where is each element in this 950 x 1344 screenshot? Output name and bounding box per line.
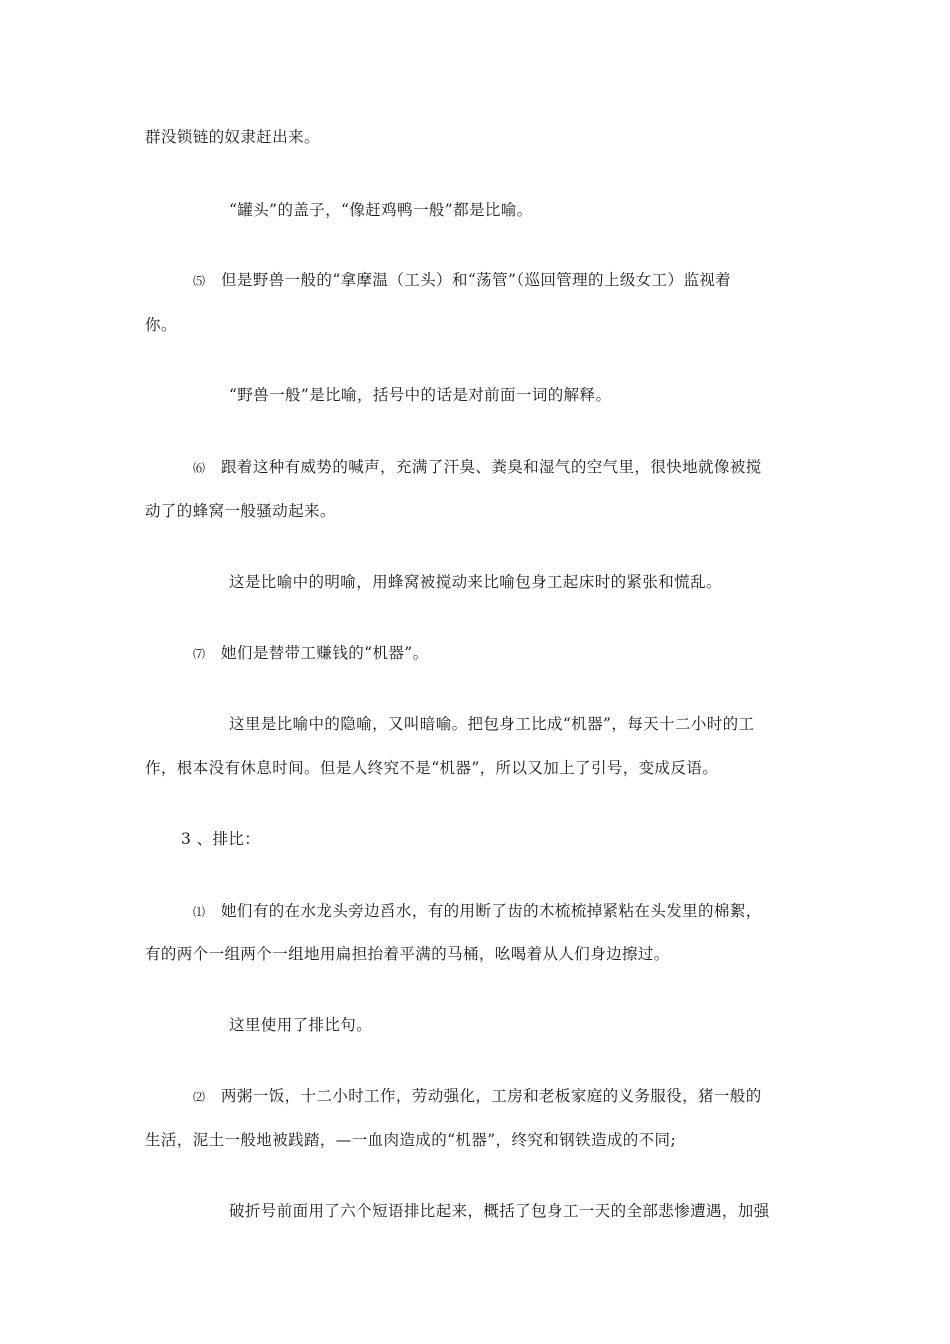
paragraph-line: 破折号前面用了六个短语排比起来，概括了包身工一天的全部悲惨遭遇，加强 bbox=[229, 1202, 770, 1220]
paragraph-line: 这是比喻中的明喻，用蜂窝被搅动来比喻包身工起床时的紧张和慌乱。 bbox=[229, 573, 722, 591]
paragraph-line bbox=[193, 457, 762, 478]
item-number: ⑸ bbox=[193, 274, 206, 288]
paragraph-line: 这里使用了排比句。 bbox=[229, 1016, 373, 1034]
paragraph-line: 生活，泥土一般地被践踏，—一血肉造成的“机器”，终究和钢铁造成的不同; bbox=[145, 1131, 677, 1149]
item-number: ⑴ bbox=[193, 905, 206, 919]
paragraph-line: 有的两个一组两个一组地用扁担抬着平满的马桶，吆喝着从人们身边擦过。 bbox=[145, 945, 670, 963]
paragraph-line bbox=[193, 1086, 762, 1107]
paragraph-line: “罐头”的盖子，“像赶鸡鸭一般”都是比喻。 bbox=[229, 201, 533, 219]
item-number: ⑹ bbox=[193, 461, 206, 475]
paragraph-text: 她们有的在水龙头旁边舀水，有的用断了齿的木梳梳掉紧粘在头发里的棉絮， bbox=[221, 902, 762, 920]
paragraph-line: 群没锁链的奴隶赶出来。 bbox=[145, 128, 320, 146]
paragraph-line: “野兽一般”是比喻，括号中的话是对前面一词的解释。 bbox=[229, 386, 612, 404]
paragraph-line bbox=[193, 270, 731, 291]
item-number: ⑺ bbox=[193, 647, 206, 661]
paragraph-text: 两粥一饭，十二小时工作，劳动强化，工房和老板家庭的义务服役，猪一般的 bbox=[221, 1087, 762, 1105]
paragraph-line bbox=[193, 643, 428, 664]
paragraph-line: 这里是比喻中的隐喻，又叫暗喻。把包身工比成“机器”，每天十二小时的工 bbox=[229, 715, 755, 733]
paragraph-line: 你。 bbox=[145, 316, 177, 334]
paragraph-line: 作，根本没有休息时间。但是人终究不是“机器”，所以又加上了引号，变成反语。 bbox=[145, 759, 719, 777]
paragraph-text: 她们是替带工赚钱的“机器”。 bbox=[221, 644, 429, 662]
paragraph-text: 跟着这种有威势的喊声，充满了汗臭、粪臭和湿气的空气里，很快地就像被搅 bbox=[221, 458, 762, 476]
paragraph-text: 但是野兽一般的“拿摩温（工头）和“荡管”（巡回管理的上级女工）监视着 bbox=[221, 271, 732, 289]
section-heading: 3 、排比： bbox=[181, 830, 261, 848]
item-number: ⑵ bbox=[193, 1090, 206, 1104]
paragraph-line bbox=[193, 901, 762, 922]
paragraph-line: 动了的蜂窝一般骚动起来。 bbox=[145, 502, 336, 520]
